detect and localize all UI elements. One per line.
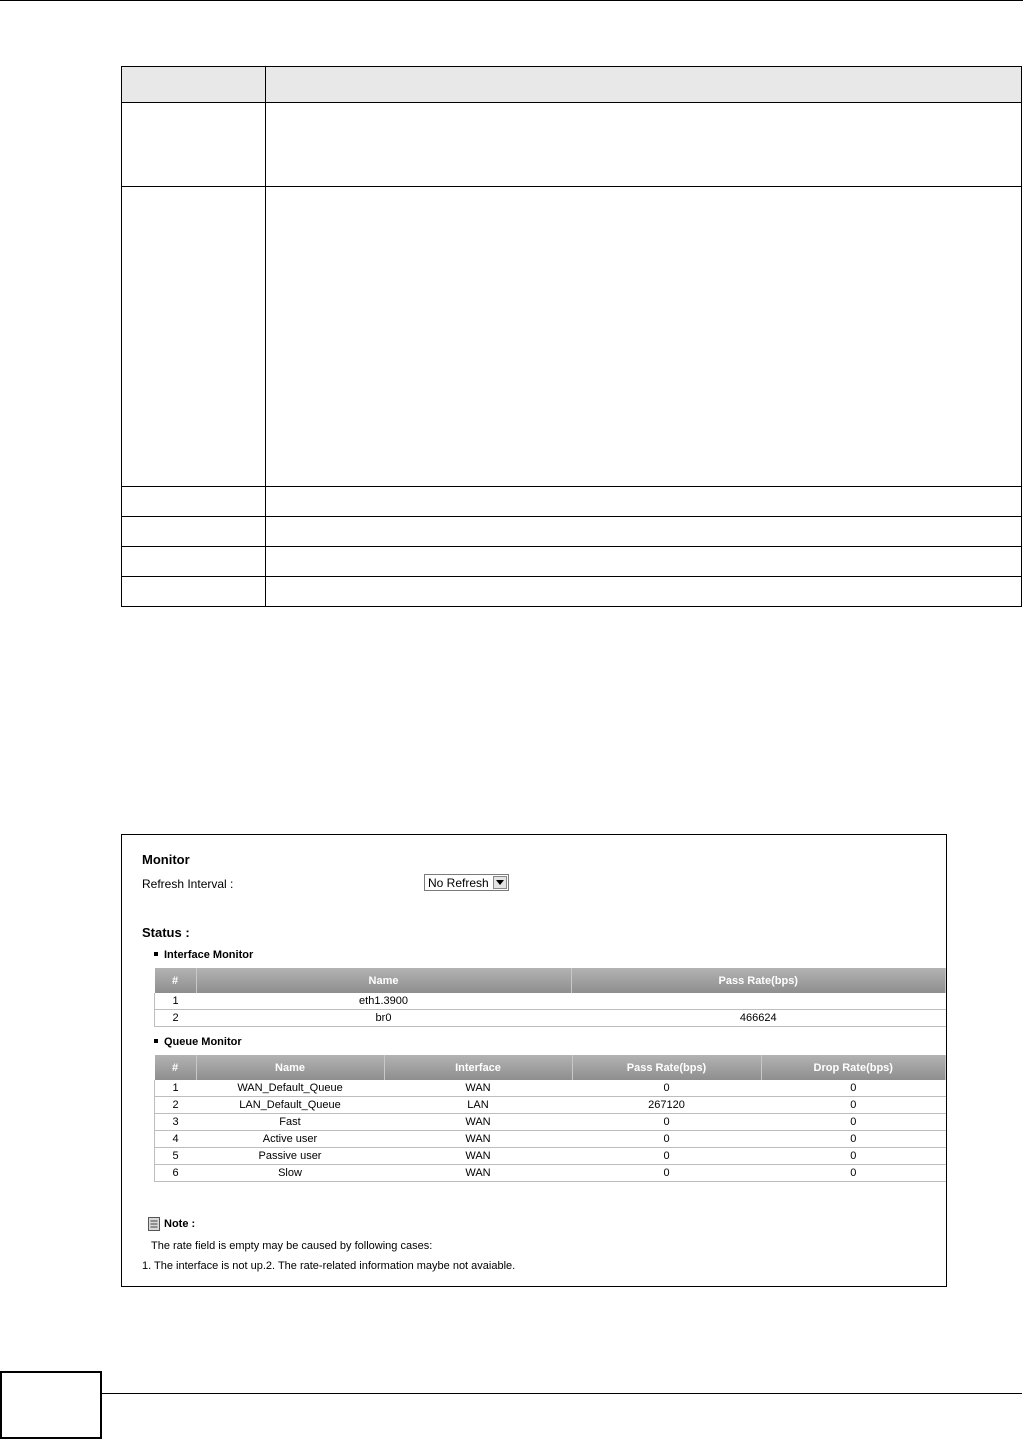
bullet-icon xyxy=(154,952,158,956)
note-icon xyxy=(148,1217,160,1231)
description-table xyxy=(121,66,1022,607)
description-table-header xyxy=(122,67,1022,103)
table-row xyxy=(122,547,1022,577)
table-cell: 1 xyxy=(155,1080,197,1097)
table-cell: 0 xyxy=(761,1165,946,1182)
table-cell: LAN xyxy=(384,1097,572,1114)
table-row xyxy=(122,487,1022,517)
column-header: # xyxy=(155,1055,197,1080)
column-header: # xyxy=(155,968,197,993)
table-cell: Slow xyxy=(196,1165,384,1182)
table-cell: 5 xyxy=(155,1148,197,1165)
table-cell: 0 xyxy=(761,1080,946,1097)
refresh-interval-label: Refresh Interval : xyxy=(142,877,234,891)
table-cell: 0 xyxy=(761,1097,946,1114)
table-cell: WAN xyxy=(384,1148,572,1165)
queue-monitor-header xyxy=(155,1055,946,1080)
column-header: Drop Rate(bps) xyxy=(761,1055,946,1080)
table-row xyxy=(155,1080,946,1097)
column-header: Name xyxy=(196,968,571,993)
table-cell: 4 xyxy=(155,1131,197,1148)
refresh-interval-value: No Refresh xyxy=(428,876,489,890)
table-cell: Fast xyxy=(196,1114,384,1131)
table-cell: 0 xyxy=(572,1114,761,1131)
interface-monitor-table xyxy=(154,968,946,1027)
table-cell: eth1.3900 xyxy=(196,993,571,1010)
note-label: Note : xyxy=(164,1218,196,1230)
table-cell xyxy=(571,993,946,1010)
page-title: Monitor xyxy=(142,852,190,867)
note-text: The rate field is empty may be caused by following cases: xyxy=(151,1240,433,1252)
column-header: Name xyxy=(196,1055,384,1080)
interface-monitor-label: Interface Monitor xyxy=(164,949,254,961)
table-cell: 3 xyxy=(155,1114,197,1131)
refresh-interval-select[interactable] xyxy=(424,874,509,891)
queue-monitor-table xyxy=(154,1055,946,1182)
table-cell: WAN xyxy=(384,1165,572,1182)
table-cell: 0 xyxy=(572,1131,761,1148)
table-cell: 0 xyxy=(761,1148,946,1165)
queue-monitor-label: Queue Monitor xyxy=(164,1036,242,1048)
chevron-down-icon[interactable] xyxy=(493,876,507,889)
table-row xyxy=(155,1114,946,1131)
page-number-box xyxy=(0,1371,102,1439)
bullet-icon xyxy=(154,1039,158,1043)
table-cell: WAN xyxy=(384,1114,572,1131)
interface-monitor-heading xyxy=(154,949,253,961)
interface-monitor-header xyxy=(155,968,946,993)
monitor-screenshot xyxy=(121,834,947,1287)
table-row xyxy=(155,1010,946,1027)
table-row xyxy=(122,517,1022,547)
table-cell: 0 xyxy=(572,1165,761,1182)
table-cell: br0 xyxy=(196,1010,571,1027)
table-cell: 0 xyxy=(761,1114,946,1131)
header-rule xyxy=(0,0,1023,1)
note-text: 1. The interface is not up.2. The rate-related information maybe not avaiable. xyxy=(142,1260,516,1272)
table-row xyxy=(155,1097,946,1114)
table-row xyxy=(155,1148,946,1165)
table-row xyxy=(155,1131,946,1148)
table-row xyxy=(155,993,946,1010)
column-header: Pass Rate(bps) xyxy=(571,968,946,993)
table-cell: 0 xyxy=(572,1148,761,1165)
table-cell: WAN xyxy=(384,1131,572,1148)
table-row xyxy=(155,1165,946,1182)
table-cell: Active user xyxy=(196,1131,384,1148)
table-row xyxy=(122,187,1022,487)
table-cell: WAN_Default_Queue xyxy=(196,1080,384,1097)
table-cell: LAN_Default_Queue xyxy=(196,1097,384,1114)
table-cell: 2 xyxy=(155,1097,197,1114)
column-header: Interface xyxy=(384,1055,572,1080)
column-header: Pass Rate(bps) xyxy=(572,1055,761,1080)
table-cell: 6 xyxy=(155,1165,197,1182)
table-cell: 2 xyxy=(155,1010,197,1027)
table-cell: 267120 xyxy=(572,1097,761,1114)
queue-monitor-heading xyxy=(154,1036,242,1048)
table-cell: 0 xyxy=(761,1131,946,1148)
status-heading: Status : xyxy=(142,925,190,940)
table-cell: Passive user xyxy=(196,1148,384,1165)
table-cell: 0 xyxy=(572,1080,761,1097)
table-cell: 466624 xyxy=(571,1010,946,1027)
table-cell: 1 xyxy=(155,993,197,1010)
table-cell: WAN xyxy=(384,1080,572,1097)
table-row xyxy=(122,103,1022,187)
table-row xyxy=(122,577,1022,607)
footer-rule xyxy=(100,1393,1022,1394)
